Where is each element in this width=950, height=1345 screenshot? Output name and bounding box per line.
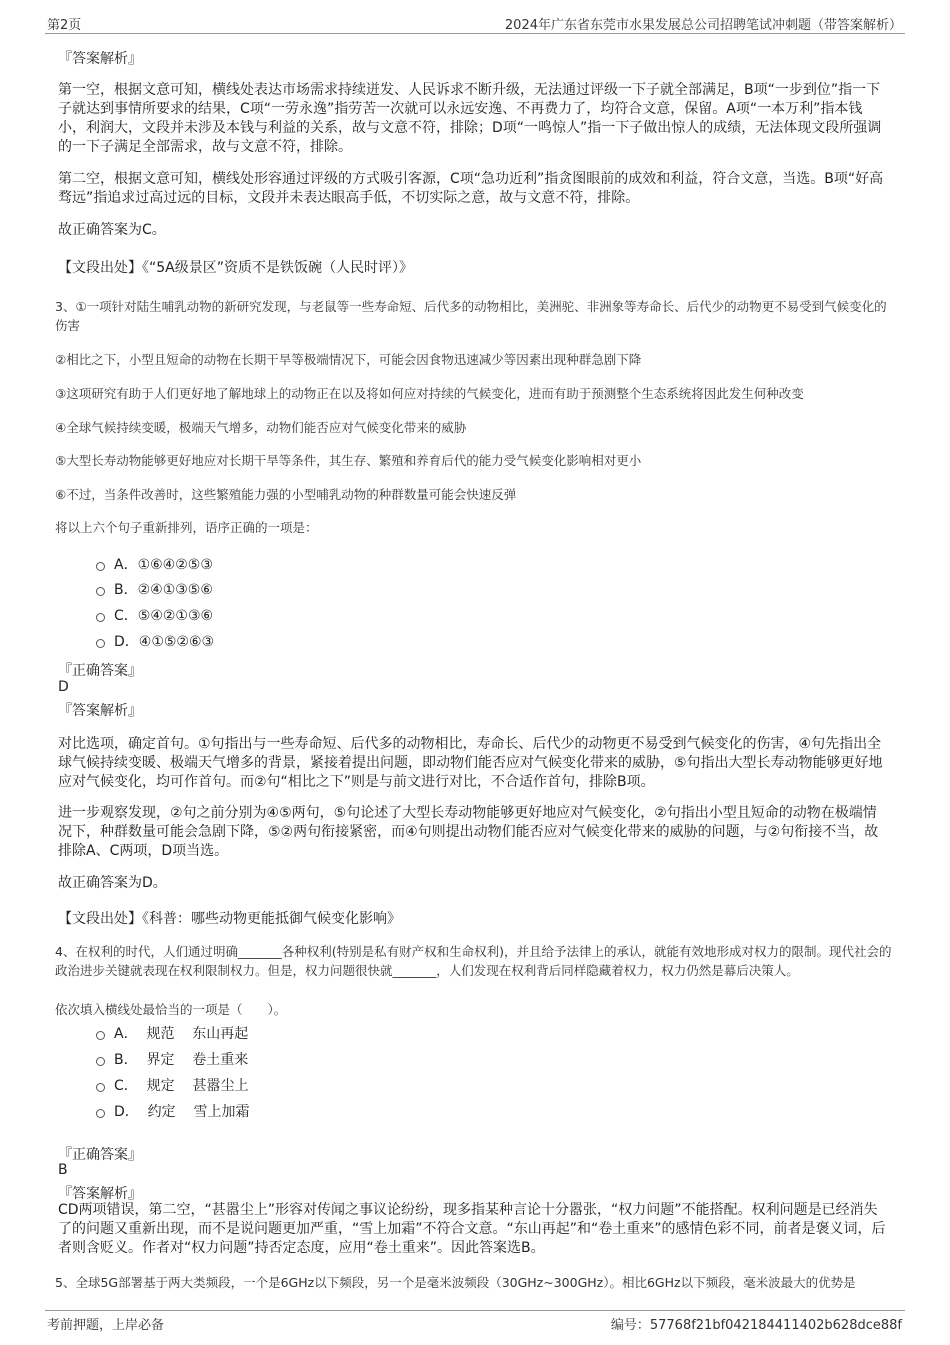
footer-slogan: 考前押题，上岸必备 [47,1318,165,1333]
q4-option-c[interactable]: C． 规定 甚嚣尘上 [96,1076,248,1096]
q5-stem: 5、全球5G部署基于两大类频段，一个是6GHz以下频段，另一个是毫米波频段（30GHz~300GHz）。相比6GHz以下频段，毫米波最大的优势是 [55,1275,856,1290]
q4-correct-tag: 『正确答案』 [58,1147,142,1163]
q3-sentence-5: ⑤大型长寿动物能够更好地应对长期干旱等条件，其生存、繁殖和养育后代的能力受气候变化影响相对更小 [55,453,642,468]
q4-option-b[interactable]: B． 界定 卷土重来 [96,1050,248,1070]
q3-sentence-4: ④全球气候持续变暖，极端天气增多，动物们能否应对气候变化带来的威胁 [55,420,467,435]
q2-analysis-p1: 第一空，根据文意可知，横线处表达市场需求持续迸发、人民诉求不断升级，无法通过评级一下子就全部满足，B项“一步到位”指一下子就达到事情所要求的结果，C项“一劳永逸”指劳苦一次就可以永远安逸、不再费力了，均符合文意，保留。A项“一本万利”指本钱小，利润大，文段并未涉及本钱与利益的关系，故与文意不符，排除；D项“一鸣惊人”指一下子做出惊人的成绩，无法体现文段所强调的一下子满足全部需求，故与文意不符，排除。 [58,82,882,155]
q3-conclusion: 故正确答案为D。 [58,875,167,891]
footer-serial: 编号：57768f21bf042184411402b628dce88f [610,1318,902,1333]
q3-analysis-p2: 进一步观察发现，②句之前分别为④⑤两句，⑤句论述了大型长寿动物能够更好地应对气候变化，②句指出小型且短命的动物在极端情况下，种群数量可能会急剧下降，⑤②两句衔接紧密，而④句则提出动物们能否应对气候变化带来的威胁的问题，与②句衔接不当，故排除A、C两项，D项当选。 [58,805,879,859]
q4-prompt: 依次填入横线处最恰当的一项是（ ）。 [55,1002,287,1017]
radio-icon[interactable] [96,562,105,571]
radio-icon[interactable] [96,613,105,622]
q3-sentence-1: 3、①一项针对陆生哺乳动物的新研究发现，与老鼠等一些寿命短、后代多的动物相比，美洲驼、非洲象等寿命长、后代少的动物更不易受到气候变化的伤害 [55,299,887,333]
q3-sentence-2: ②相比之下，小型且短命的动物在长期干旱等极端情况下，可能会因食物迅速减少等因素出现种群急剧下降 [55,352,642,367]
footer-divider [45,1310,905,1311]
q2-conclusion: 故正确答案为C。 [58,222,166,238]
q3-option-a[interactable]: A．①⑥④②⑤③ [96,555,213,575]
radio-icon[interactable] [96,1031,105,1040]
q4-analysis-tag: 『答案解析』 [58,1186,142,1202]
q2-analysis-p2: 第二空，根据文意可知，横线处形容通过评级的方式吸引客源，C项“急功近利”指贪图眼前的成效和利益，符合文意，当选。B项“好高骛远”指追求过高过远的目标，文段并未表达眼高手低，不切实际之意，故与文意不符，排除。 [58,171,884,206]
q4-analysis-p1: CD两项错误，第二空，“甚嚣尘上”形容对传闻之事议论纷纷，现多指某种言论十分嚣张，“权力问题”不能搭配。权利问题是已经消失了的问题又重新出现，而不是说问题更加严重，“雪上加霜”不符合文意。“东山再起”和“卷土重来”的感情色彩不同，前者是褒义词，后者则含贬义。作者对“权力问题”持否定态度，应用“卷土重来”。因此答案选B。 [58,1202,886,1256]
q3-option-d[interactable]: D．④①⑤②⑥③ [96,632,214,652]
q4-correct-answer: B [58,1162,68,1178]
q3-prompt: 将以上六个句子重新排列，语序正确的一项是： [55,520,318,535]
q3-analysis-p1: 对比选项，确定首句。①句指出与一些寿命短、后代多的动物相比，寿命长、后代少的动物更不易受到气候变化的伤害，④句先指出全球气候持续变暖、极端天气增多的背景，紧接着提出问题，即动物们能否应对气候变化带来的威胁，⑤句指出大型长寿动物能够更好地应对气候变化，均可作首句。而②句“相比之下”则是与前文进行对比，不合适作首句，排除B项。 [58,736,883,790]
q4-option-d[interactable]: D． 约定 雪上加霜 [96,1102,249,1122]
radio-icon[interactable] [96,587,105,596]
q2-source: 【文段出处】《“5A级景区”资质不是铁饭碗（人民时评）》 [58,260,413,276]
header-divider [45,33,905,34]
radio-icon[interactable] [96,1057,105,1066]
q3-correct-tag: 『正确答案』 [58,663,142,679]
q3-option-b[interactable]: B．②④①③⑤⑥ [96,580,213,600]
q3-sentence-3: ③这项研究有助于人们更好地了解地球上的动物正在以及将如何应对持续的气候变化，进而有助于预测整个生态系统将因此发生何种改变 [55,386,804,401]
page-number: 第2页 [47,18,82,33]
radio-icon[interactable] [96,1109,105,1118]
q4-stem: 4、在权利的时代，人们通过明确_______各种权利(特别是私有财产权和生命权利)，并且给予法律上的承认，就能有效地形成对权力的限制。现代社会的政治进步关键就表现在权利限制权力。但是，权力问题很快就_______，人们发现在权利背后同样隐藏着权力，权力仍然是幕后决策人。 [55,944,892,978]
q3-sentence-6: ⑥不过，当条件改善时，这些繁殖能力强的小型哺乳动物的种群数量可能会快速反弹 [55,487,517,502]
q3-source: 【文段出处】《科普：哪些动物更能抵御气候变化影响》 [58,911,401,927]
q3-analysis-tag: 『答案解析』 [58,703,142,719]
q3-option-c[interactable]: C．⑤④②①③⑥ [96,606,213,626]
radio-icon[interactable] [96,1083,105,1092]
q2-analysis-tag: 『答案解析』 [58,51,142,67]
document-title: 2024年广东省东莞市水果发展总公司招聘笔试冲刺题（带答案解析） [504,18,902,33]
radio-icon[interactable] [96,639,105,648]
q4-option-a[interactable]: A． 规范 东山再起 [96,1024,248,1044]
q3-correct-answer: D [58,679,69,695]
